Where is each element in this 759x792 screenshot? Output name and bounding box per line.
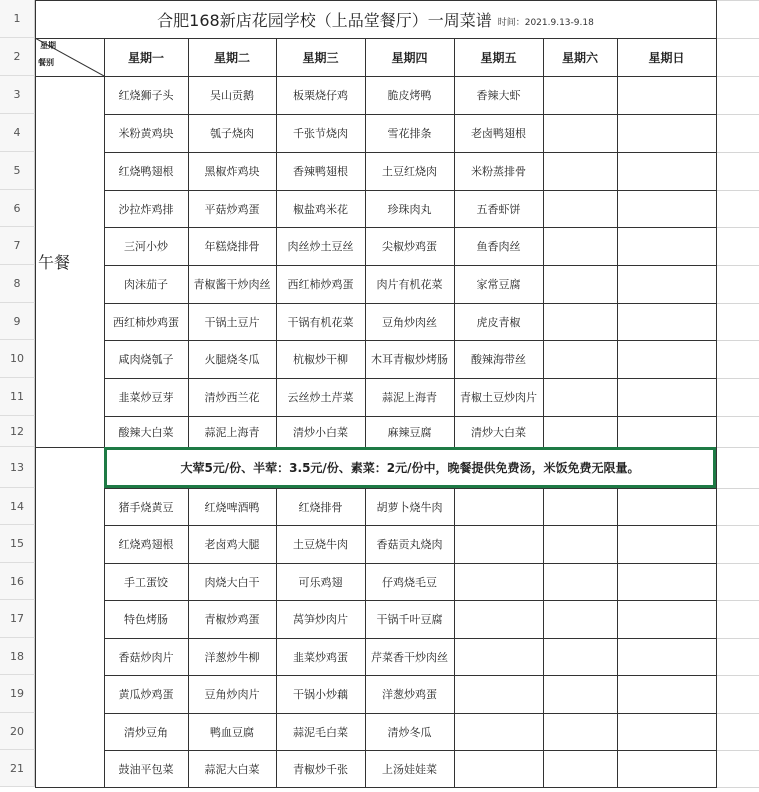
menu-cell[interactable]: 蒜泥上海青 [204,425,260,439]
menu-cell[interactable]: 洋葱炒鸡蛋 [382,688,437,701]
corner-label-day: 星期 [40,41,56,50]
row-number[interactable]: 8 [0,265,35,303]
gridline [104,563,717,564]
menu-cell[interactable] [617,488,716,525]
gridline [716,38,759,39]
day-header[interactable]: 星期三 [302,50,339,65]
gridline [716,378,759,379]
gridline [716,265,759,266]
menu-cell[interactable]: 虎皮青椒 [476,315,521,329]
menu-cell[interactable]: 木耳青椒炒烤肠 [371,353,448,366]
gridline [104,378,717,379]
menu-cell[interactable] [617,190,716,227]
menu-cell[interactable]: 杭椒炒干柳 [293,353,348,366]
menu-cell[interactable]: 酸辣大白菜 [118,425,174,439]
menu-cell[interactable]: 麻辣豆腐 [387,425,432,439]
menu-cell[interactable]: 沙拉炸鸡排 [118,202,174,216]
gridline [716,713,759,714]
gridline [104,114,717,115]
menu-cell[interactable]: 清炒小白菜 [293,425,348,439]
menu-cell[interactable]: 米粉蒸排骨 [471,165,526,178]
gridline [543,38,544,447]
gridline [716,600,759,601]
gridline [104,190,717,191]
lunch-label[interactable]: 午餐 [38,252,71,272]
menu-cell[interactable] [543,114,617,152]
menu-cell[interactable]: 三河小炒 [124,240,168,253]
menu-cell[interactable]: 蒜泥大白菜 [204,762,260,776]
menu-cell[interactable]: 板栗烧仔鸡 [293,89,348,102]
menu-cell[interactable] [543,303,617,340]
row-number[interactable]: 21 [0,750,35,787]
menu-cell[interactable] [543,600,617,638]
menu-cell[interactable]: 黑椒炸鸡块 [204,165,260,178]
menu-cell[interactable]: 黄瓜炒鸡蛋 [118,688,174,701]
menu-cell[interactable]: 豆角炒肉片 [204,688,260,701]
menu-cell[interactable]: 雪花排条 [387,127,432,140]
gridline [35,76,717,77]
gridline [716,303,759,304]
menu-cell[interactable]: 咸肉烧瓠子 [118,353,174,366]
menu-cell[interactable]: 清炒西兰花 [204,391,260,404]
menu-cell[interactable] [543,378,617,416]
gridline [716,152,759,153]
gridline [454,38,455,447]
menu-cell[interactable] [617,638,716,675]
gridline [104,750,717,751]
menu-cell[interactable] [617,600,716,638]
menu-cell[interactable] [543,488,617,525]
row-number[interactable]: 15 [0,525,35,563]
gridline [716,114,759,115]
menu-cell[interactable] [617,227,716,265]
row-number[interactable]: 1 [0,0,35,38]
menu-cell[interactable] [617,750,716,787]
menu-cell[interactable]: 珍珠肉丸 [387,202,432,216]
menu-cell[interactable] [617,713,716,750]
gridline [276,488,277,787]
menu-cell[interactable]: 红烧鸭翅根 [118,165,174,178]
row-number[interactable]: 13 [0,447,35,488]
price-notice[interactable]: 大荤5元/份、半荤：3.5元/份、素菜：2元/份中，晚餐提供免费汤，米饭免费无限量。 [104,447,716,488]
gridline [716,227,759,228]
menu-cell[interactable]: 干锅土豆片 [204,315,260,329]
title-cell[interactable] [36,0,715,38]
menu-cell[interactable] [454,563,543,600]
gridline [35,38,717,39]
gridline [35,787,717,788]
row-number[interactable]: 6 [0,190,35,227]
menu-cell[interactable] [543,675,617,713]
menu-cell[interactable]: 清炒大白菜 [471,425,526,439]
row-number[interactable]: 14 [0,488,35,525]
menu-cell[interactable] [617,265,716,303]
menu-cell[interactable]: 芹菜香干炒肉丝 [371,650,448,664]
menu-cell[interactable]: 脆皮烤鸭 [387,89,432,102]
menu-cell[interactable]: 红烧排骨 [298,500,343,514]
menu-cell[interactable]: 土豆烧牛肉 [293,538,348,551]
gridline [104,638,717,639]
menu-cell[interactable]: 青椒炒鸡蛋 [204,613,260,626]
menu-cell[interactable]: 蒜泥上海青 [382,391,437,404]
gridline [716,488,759,489]
row-number[interactable]: 9 [0,303,35,340]
menu-cell[interactable] [617,303,716,340]
menu-cell[interactable] [454,675,543,713]
gridline [716,525,759,526]
menu-cell[interactable] [543,563,617,600]
menu-cell[interactable]: 干锅千叶豆腐 [376,613,443,626]
menu-cell[interactable] [543,227,617,265]
row-number[interactable]: 10 [0,340,35,378]
menu-cell[interactable] [454,488,543,525]
gridline [104,265,717,266]
menu-cell[interactable]: 云丝炒土芹菜 [287,391,354,404]
menu-cell[interactable]: 青椒酱干炒肉丝 [193,278,271,291]
menu-title: 合肥168新店花园学校（上品堂餐厅）一周菜谱 [157,10,492,30]
menu-cell[interactable]: 清炒冬瓜 [387,725,432,739]
menu-cell[interactable]: 洋葱炒牛柳 [204,650,260,664]
menu-cell[interactable] [617,563,716,600]
day-header[interactable]: 星期二 [213,50,250,65]
menu-cell[interactable] [617,76,716,114]
row-number[interactable]: 18 [0,638,35,675]
menu-cell[interactable]: 红烧啤酒鸭 [204,500,260,514]
menu-cell[interactable]: 鸭血豆腐 [210,725,254,739]
menu-cell[interactable]: 鱼香肉丝 [476,240,521,253]
menu-cell[interactable] [617,114,716,152]
row-number[interactable]: 20 [0,713,35,750]
menu-cell[interactable]: 椒盐鸡米花 [293,202,348,216]
gridline [716,675,759,676]
gridline [716,76,759,77]
menu-cell[interactable]: 肉沫茄子 [124,278,168,291]
menu-cell[interactable]: 老卤鸭翅根 [471,127,526,140]
row-number[interactable]: 7 [0,227,35,265]
gridline [104,303,717,304]
gridline [104,38,105,787]
menu-cell[interactable] [543,713,617,750]
gridline [716,787,759,788]
menu-cell[interactable] [454,750,543,787]
menu-cell[interactable]: 青椒土豆炒肉片 [460,391,537,404]
menu-cell[interactable]: 五香虾饼 [476,202,521,216]
menu-cell[interactable]: 红烧狮子头 [118,89,174,102]
gridline [617,38,618,447]
menu-cell[interactable]: 平菇炒鸡蛋 [204,202,260,216]
menu-cell[interactable]: 西红柿炒鸡蛋 [113,315,179,329]
menu-cell[interactable]: 猪手烧黄豆 [118,500,174,514]
gridline [104,525,717,526]
menu-cell[interactable]: 清炒豆角 [124,725,168,739]
day-header[interactable]: 星期六 [561,50,598,65]
menu-cell[interactable]: 豆角炒肉丝 [382,315,437,329]
gridline [716,447,759,448]
menu-cell[interactable]: 瓠子烧肉 [210,127,254,140]
gridline [716,340,759,341]
gridline [454,488,455,787]
gridline [104,152,717,153]
gridline [188,488,189,787]
gridline [716,638,759,639]
menu-cell[interactable] [543,416,617,447]
menu-cell[interactable]: 蒜泥毛白菜 [293,725,348,739]
menu-cell[interactable]: 香辣大虾 [476,89,521,102]
menu-cell[interactable]: 韭菜炒鸡蛋 [293,650,348,664]
menu-cell[interactable] [454,525,543,563]
menu-cell[interactable]: 尖椒炒鸡蛋 [382,240,437,253]
menu-cell[interactable]: 千张节烧肉 [293,127,348,140]
row-number[interactable]: 4 [0,114,35,152]
menu-cell[interactable]: 香辣鸭翅根 [293,165,348,178]
corner-label-meal: 餐别 [38,58,54,67]
gridline [276,38,277,447]
menu-cell[interactable] [543,525,617,563]
row-number[interactable]: 5 [0,152,35,190]
menu-cell[interactable]: 香菇贡丸烧肉 [376,538,443,551]
menu-cell[interactable]: 肉片有机花菜 [376,278,443,291]
menu-cell[interactable] [543,638,617,675]
gridline [716,0,717,787]
menu-cell[interactable] [617,378,716,416]
day-header[interactable]: 星期五 [480,50,517,65]
row-number[interactable]: 11 [0,378,35,416]
menu-cell[interactable] [543,152,617,190]
menu-cell[interactable]: 西红柿炒鸡蛋 [287,278,354,291]
menu-cell[interactable]: 老卤鸡大腿 [204,538,260,551]
row-number[interactable]: 17 [0,600,35,638]
menu-cell[interactable] [454,600,543,638]
gridline [104,340,717,341]
menu-cell[interactable]: 莴笋炒肉片 [293,613,348,626]
menu-cell[interactable]: 年糕烧排骨 [204,240,260,253]
gridline [716,750,759,751]
menu-cell[interactable] [454,638,543,675]
menu-cell[interactable]: 青椒炒千张 [293,762,348,776]
menu-cell[interactable]: 干锅有机花菜 [287,315,354,329]
gridline [104,713,717,714]
menu-cell[interactable]: 上汤娃娃菜 [382,762,437,776]
menu-cell[interactable] [617,340,716,378]
menu-cell[interactable] [617,152,716,190]
menu-cell[interactable]: 可乐鸡翅 [298,575,343,589]
menu-cell[interactable] [617,525,716,563]
gridline [716,0,759,1]
menu-cell[interactable]: 肉烧大白干 [204,575,260,589]
gridline [365,38,366,447]
gridline [617,488,618,787]
gridline [365,488,366,787]
menu-cell[interactable]: 韭菜炒豆芽 [118,391,174,404]
menu-cell[interactable] [543,190,617,227]
gridline [104,600,717,601]
menu-cell[interactable] [543,265,617,303]
row-number[interactable]: 2 [0,38,35,76]
menu-cell[interactable]: 胡萝卜烧牛肉 [376,500,443,514]
menu-cell[interactable]: 米粉黄鸡块 [118,127,174,140]
row-number[interactable]: 12 [0,416,35,447]
menu-cell[interactable] [454,713,543,750]
gridline [716,416,759,417]
menu-cell[interactable]: 土豆红烧肉 [382,165,437,178]
menu-cell[interactable] [617,675,716,713]
row-number[interactable]: 19 [0,675,35,713]
day-header[interactable]: 星期日 [648,50,685,65]
date-range: 时间：2021.9.13-9.18 [497,17,594,28]
menu-cell[interactable] [543,76,617,114]
gridline [188,38,189,447]
menu-cell[interactable] [617,416,716,447]
menu-cell[interactable]: 红烧鸡翅根 [118,538,174,551]
menu-cell[interactable]: 酸辣海带丝 [471,353,526,366]
row-number[interactable]: 16 [0,563,35,600]
day-header[interactable]: 星期一 [127,50,164,65]
gridline [104,675,717,676]
gridline [104,488,717,489]
row-number[interactable]: 3 [0,76,35,114]
menu-cell[interactable]: 香菇炒肉片 [118,650,174,664]
gridline [716,563,759,564]
menu-cell[interactable]: 干锅小炒藕 [293,688,348,701]
gridline [543,488,544,787]
menu-cell[interactable]: 火腿烧冬瓜 [204,353,260,366]
gridline [104,227,717,228]
menu-cell[interactable]: 手工蛋饺 [124,575,168,589]
gridline [104,416,717,417]
menu-cell[interactable]: 吴山贡鹅 [210,89,254,102]
menu-cell[interactable]: 鼓油平包菜 [118,762,174,776]
menu-cell[interactable] [543,750,617,787]
menu-cell[interactable]: 家常豆腐 [476,278,521,291]
menu-cell[interactable] [543,340,617,378]
menu-cell[interactable]: 肉丝炒土豆丝 [287,240,354,253]
gridline [716,190,759,191]
menu-cell[interactable]: 特色烤肠 [124,613,168,626]
menu-cell[interactable]: 仔鸡烧毛豆 [382,575,437,589]
day-header[interactable]: 星期四 [391,50,428,65]
